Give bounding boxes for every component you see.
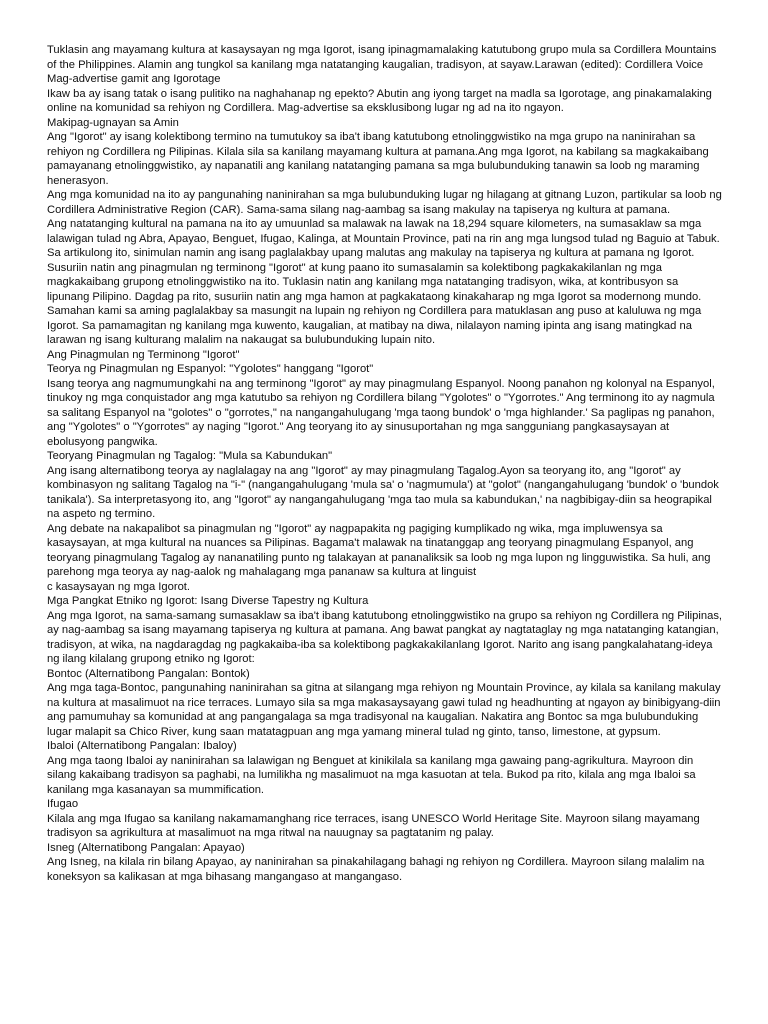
- heading-origin: Ang Pinagmulan ng Terminong "Igorot": [47, 348, 240, 361]
- subheading-bontoc: Bontoc (Alternatibong Pangalan: Bontok): [47, 667, 250, 680]
- document-page: [47, 43, 723, 884]
- intro-paragraph: Tuklasin ang mayamang kultura at kasaysayan ng mga Igorot, isang ipinagmamalaking katutubong grupo mula sa Cordillera Mountains of the Philippines. Alamin ang tungkol sa kanilang mga natatanging kaugalian, tradisyon, at sayaw.Larawan (edited): Cordillera Voice: [47, 44, 717, 71]
- heading-contact: Makipag-ugnayan sa Amin: [47, 116, 179, 129]
- advertise-paragraph: Ikaw ba ay isang tatak o isang pulitiko na naghahanap ng epekto? Abutin ang iyong target na madla sa Igorotage, ang pinakamalaking online na komunidad sa rehiyon ng Cordillera. Mag-advertise sa eksklusibong lugar ng ad na ito ngayon.: [47, 87, 712, 114]
- body-paragraph: Kilala ang mga Ifugao sa kanilang nakamamanghang rice terraces, isang UNESCO World Heritage Site. Mayroon silang mayamang tradisyon sa agrikultura at masalimuot na mga ritwal na nauugnay sa pagtatanim ng palay.: [47, 812, 700, 839]
- body-paragraph: Ang isang alternatibong teorya ay naglalagay na ang "Igorot" ay may pinagmulang Tagalog.Ayon sa teoryang ito, ang "Igorot" ay kombinasyon ng salitang Tagalog na "i-" (nangangahulugang 'mula sa' o 'nagmumula') at "golot" (nangangahulugang 'bundok' o 'bundok tanikala'). Sa interpretasyong ito, ang "Igorot" ay nangangahulugang 'mga tao mula sa kabundukan,' na nagbibigay-diin sa heograpikal na aspeto ng termino.: [47, 464, 719, 520]
- subheading-ifugao: Ifugao: [47, 798, 79, 810]
- heading-advertise: Mag-advertise gamit ang Igorotage: [47, 73, 221, 85]
- body-paragraph: Ang Isneg, na kilala rin bilang Apayao, ay naninirahan sa pinakahilagang bahagi ng rehiyon ng Cordillera. Mayroon silang malalim na koneksyon sa kalikasan at mga bihasang mangangaso at mangangaso.: [47, 856, 705, 883]
- body-paragraph: Sa artikulong ito, sinimulan namin ang isang paglalakbay upang malutas ang makulay na tapiserya ng kultura at pamana ng Igorot. Susuriin natin ang pinagmulan ng terminong "Igorot" at kung paano ito sumasalamin sa kolektibong pagkakakilanlan ng mga magkakaibang grupong etnolinggwistiko na ito. Tuklasin natin ang kanilang mga natatanging tradisyon, wika, at kontribusyon sa lipunang Pilipino. Dagdag pa rito, susuriin natin ang mga hamon at pagkakataong kinakaharap ng mga Igorot sa modernong mundo.: [47, 247, 702, 303]
- body-paragraph: Ang mga Igorot, na sama-samang sumasaklaw sa iba't ibang katutubong etnolinggwistiko na grupo sa rehiyon ng Cordillera ng Pilipinas, ay nag-aambag sa isang mayamang tapiserya ng kultura at pamana. Ang bawat pangkat ay nagtataglay ng mga natatanging katangian, tradisyon, at wika, na nagdaragdag ng pagkakaiba-iba sa kolektibong pagkakakilanlang Igorot. Narito ang isang pangkalahatang-ideya ng ilang kilalang grupong etniko ng Igorot:: [47, 609, 723, 665]
- body-paragraph: Isang teorya ang nagmumungkahi na ang terminong "Igorot" ay may pinagmulang Espanyol. Noong panahon ng kolonyal na Espanyol, tinukoy ng mga conquistador ang mga katutubo sa rehiyon ng Cordillera bilang "Ygolotes" o "Ygorrotes." Ang terminong ito ay nagmula sa salitang Espanyol na "golotes" o "gorrotes," na nangangahulugang 'mga taong bundok' o 'mga highlander.' Sa paglipas ng panahon, ang "Ygolotes" o "Ygorrotes" ay naging "Igorot." Ang teoryang ito ay sinusuportahan ng mga sangguniang pangkasaysayan at ebolusyong pangwika.: [47, 377, 715, 448]
- subheading-ibaloi: Ibaloi (Alternatibong Pangalan: Ibaloy): [47, 740, 237, 752]
- body-paragraph: Ang mga taong Ibaloi ay naninirahan sa lalawigan ng Benguet at kinikilala sa kanilang mga gawaing pang-agrikultura. Mayroon din silang kakaibang tradisyon sa paghabi, na lumilikha ng masalimuot na mga kasuotan at tela. Bukod pa rito, kilala ang mga Ibaloi sa kanilang mga kasanayan sa mummification.: [47, 754, 696, 796]
- body-paragraph: Ang "Igorot" ay isang kolektibong termino na tumutukoy sa iba't ibang katutubong etnolinggwistiko na mga grupo na naninirahan sa rehiyon ng Cordillera ng Pilipinas. Kilala sila sa kanilang mayamang kultura at pamana.Ang mga Igorot, na kabilang sa magkakaibang pamayanang etnolinggwistiko, ay napanatili ang kanilang natatanging pamana sa mga bulubunduking tanawin sa loob ng maraming henerasyon.: [47, 131, 709, 187]
- subheading-tagalog-theory: Teoryang Pinagmulan ng Tagalog: "Mula sa Kabundukan": [47, 450, 333, 462]
- body-paragraph-continuation: c kasaysayan ng mga Igorot.: [47, 580, 191, 593]
- body-paragraph: Ang mga taga-Bontoc, pangunahing naninirahan sa gitna at silangang mga rehiyon ng Mountain Province, ay kilala sa kanilang makulay na kultura at masalimuot na rice terraces. Lumayo sila sa mga makasaysayang gawi tulad ng headhunting at ngayon ay binibigyang-diin ang pamumuhay sa komunidad at ang pangangalaga sa mga tradisyonal na kaugalian. Nakatira ang Bontoc sa mga bulubunduking lugar malapit sa Chico River, kung saan matatagpuan ang mga yamang mineral tulad ng ginto, tanso, limestone, at gypsum.: [47, 682, 721, 738]
- body-paragraph: Ang debate na nakapalibot sa pinagmulan ng "Igorot" ay nagpapakita ng pagiging kumplikado ng wika, mga impluwensya sa kasaysayan, at mga kultural na nuances sa Pilipinas. Bagama't malawak na tinatanggap ang teoryang pinagmulang Espanyol, ang teoryang pinagmulang Tagalog ay nananatiling punto ng talakayan at pananaliksik sa loob ng mga lupon ng lingguwistika. Sa huli, ang parehong mga teorya ay nag-aalok ng mahalagang mga pananaw sa kultura at linguist: [47, 522, 711, 578]
- subheading-spanish-theory: Teorya ng Pinagmulan ng Espanyol: "Ygolotes" hanggang "Igorot": [47, 363, 374, 375]
- subheading-isneg: Isneg (Alternatibong Pangalan: Apayao): [47, 841, 245, 854]
- body-paragraph: Ang natatanging kultural na pamana na ito ay umuunlad sa malawak na lawak na 18,294 square kilometers, na sumasaklaw sa mga lalawigan tulad ng Abra, Apayao, Benguet, Ifugao, Kalinga, at Mountain Province, pati na rin ang mga lungsod tulad ng Baguio at Tabuk.: [47, 218, 720, 245]
- heading-ethnic-groups: Mga Pangkat Etniko ng Igorot: Isang Diverse Tapestry ng Kultura: [47, 595, 369, 607]
- body-paragraph: Samahan kami sa aming paglalakbay sa masungit na lupain ng rehiyon ng Cordillera para matuklasan ang puso at kaluluwa ng mga Igorot. Sa pamamagitan ng kanilang mga kuwento, kaugalian, at matibay na diwa, nilalayon naming ipinta ang isang matingkad na larawan ng isang kulturang malalim na nakaugat sa bulubunduking lupain nito.: [47, 305, 702, 346]
- body-paragraph: Ang mga komunidad na ito ay pangunahing naninirahan sa mga bulubunduking lugar ng hilagang at gitnang Luzon, partikular sa loob ng Cordillera Administrative Region (CAR). Sama-sama silang nag-aambag sa isang makulay na tapiserya ng kultura at pamana.: [47, 189, 722, 216]
